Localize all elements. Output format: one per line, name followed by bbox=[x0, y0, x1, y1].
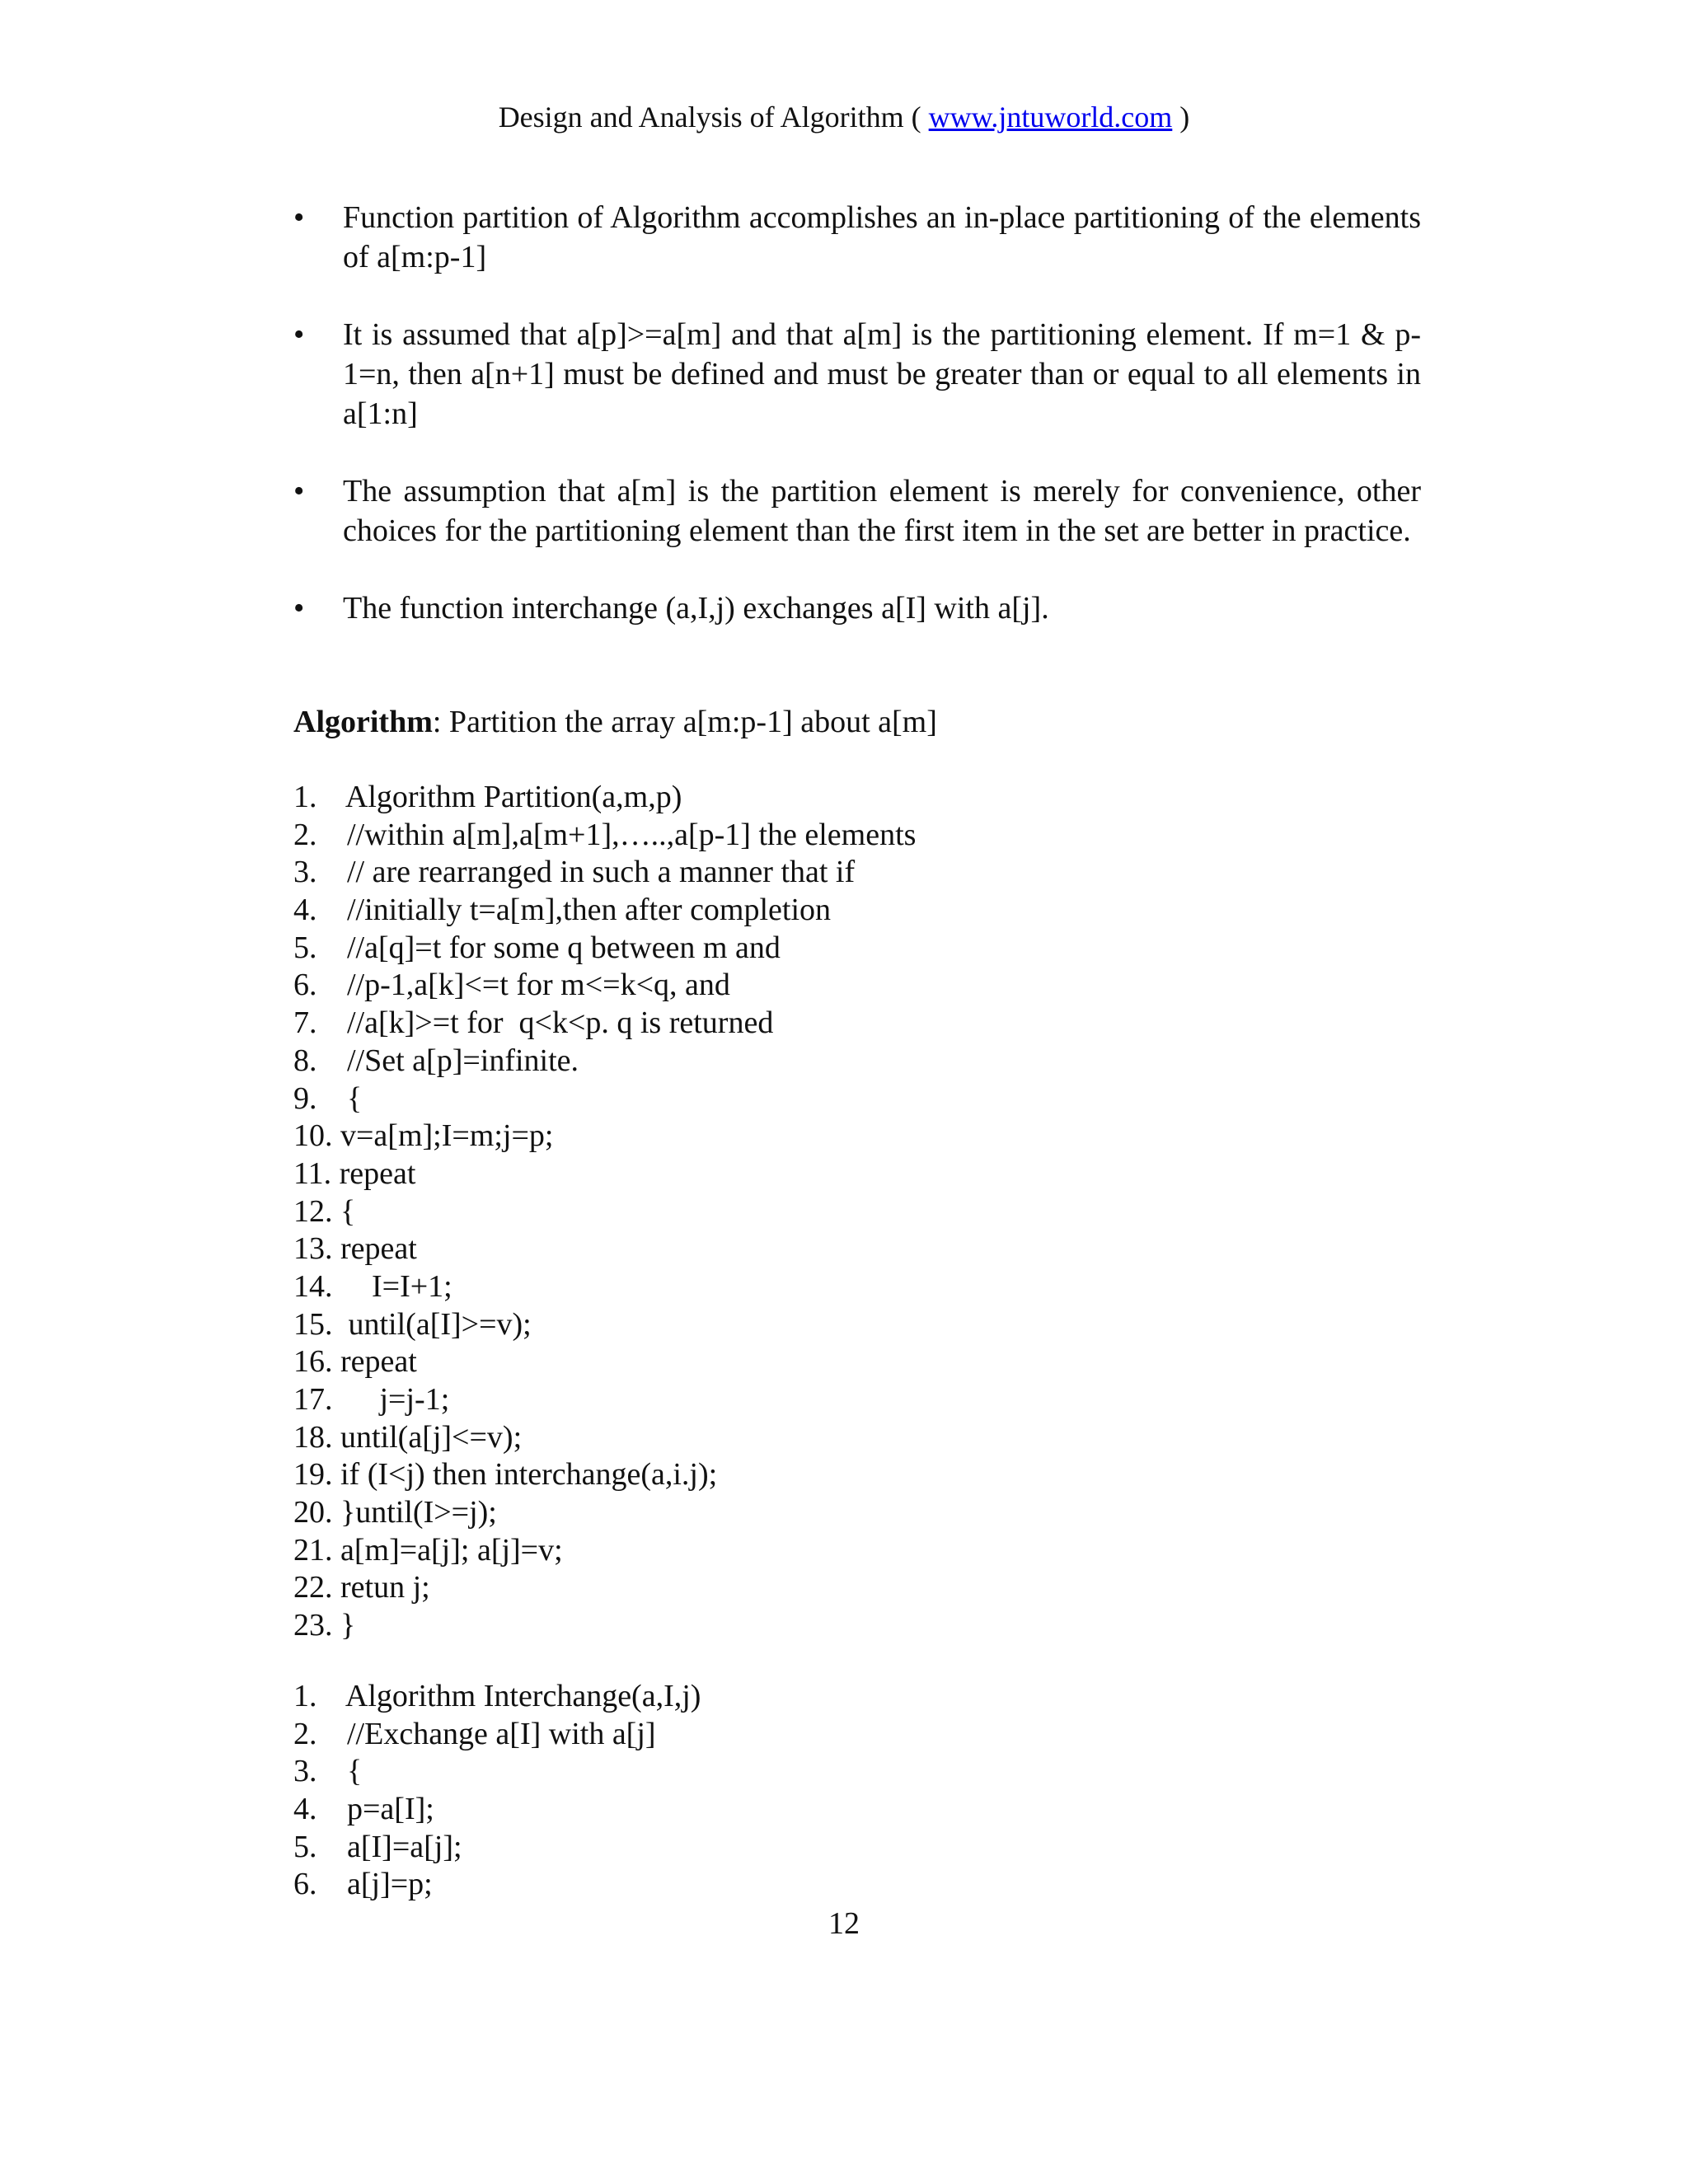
code-line bbox=[293, 1381, 916, 1419]
line-text: if (I<j) then interchange(a,i.j); bbox=[332, 1457, 718, 1493]
line-text: a[j]=p; bbox=[331, 1867, 433, 1902]
code-line bbox=[293, 779, 916, 817]
line-number: 6. bbox=[293, 968, 317, 1003]
line-number: 1. bbox=[293, 780, 317, 814]
line-number: 10. bbox=[293, 1118, 333, 1154]
line-number: 18. bbox=[293, 1419, 333, 1455]
line-text: //Set a[p]=infinite. bbox=[331, 1043, 579, 1078]
line-number: 20. bbox=[293, 1495, 333, 1530]
line-text: until(a[I]>=v); bbox=[332, 1306, 532, 1342]
line-number: 5. bbox=[293, 930, 317, 965]
line-text: retun j; bbox=[332, 1570, 430, 1605]
line-text: repeat bbox=[331, 1155, 416, 1191]
line-text: //within a[m],a[m+1],…..,a[p-1] the elements bbox=[331, 817, 917, 852]
code-line bbox=[293, 1005, 916, 1043]
line-text: I=I+1; bbox=[332, 1268, 452, 1304]
line-number: 16. bbox=[293, 1344, 333, 1380]
line-text: repeat bbox=[332, 1344, 417, 1380]
line-number: 4. bbox=[293, 1792, 317, 1827]
line-text: //p-1,a[k]<=t for m<=k<q, and bbox=[331, 968, 730, 1003]
line-number: 12. bbox=[293, 1193, 333, 1229]
code-line bbox=[293, 1753, 701, 1791]
code-line bbox=[293, 1118, 916, 1155]
algorithm-description: : Partition the array a[m:p-1] about a[m] bbox=[432, 705, 937, 739]
algorithm-heading bbox=[293, 702, 937, 742]
code-line bbox=[293, 1343, 916, 1381]
code-line bbox=[293, 1829, 701, 1867]
code-line bbox=[293, 817, 916, 855]
line-number: 2. bbox=[293, 817, 317, 852]
line-text: //a[q]=t for some q between m and bbox=[331, 930, 781, 965]
bullet-icon: • bbox=[293, 317, 305, 352]
bullet-icon: • bbox=[293, 200, 305, 235]
code-line bbox=[293, 1230, 916, 1268]
bullet-item bbox=[293, 198, 1421, 277]
code-line bbox=[293, 1791, 701, 1829]
line-text: until(a[j]<=v); bbox=[332, 1419, 523, 1455]
line-number: 19. bbox=[293, 1457, 333, 1493]
line-text: //a[k]>=t for q<k<p. q is returned bbox=[331, 1005, 774, 1041]
line-number: 17. bbox=[293, 1382, 333, 1417]
line-number: 3. bbox=[293, 1754, 317, 1789]
code-line bbox=[293, 1155, 916, 1193]
bullet-text: The function interchange (a,I,j) exchanges a[I] with a[j]. bbox=[343, 591, 1049, 626]
line-text: // are rearranged in such a manner that if bbox=[331, 855, 856, 890]
line-number: 5. bbox=[293, 1829, 317, 1864]
line-number: 13. bbox=[293, 1231, 333, 1267]
partition-algorithm-listing bbox=[293, 779, 916, 1645]
line-number: 1. bbox=[293, 1679, 317, 1713]
line-text: } bbox=[332, 1608, 356, 1643]
algorithm-label: Algorithm bbox=[293, 705, 433, 739]
code-line bbox=[293, 1456, 916, 1494]
line-text: a[I]=a[j]; bbox=[331, 1829, 462, 1864]
code-line bbox=[293, 1043, 916, 1080]
code-line bbox=[293, 892, 916, 930]
line-text: a[m]=a[j]; a[j]=v; bbox=[332, 1532, 563, 1568]
code-line bbox=[293, 1569, 916, 1607]
interchange-algorithm-listing bbox=[293, 1678, 701, 1904]
line-number: 22. bbox=[293, 1570, 333, 1605]
code-line bbox=[293, 1607, 916, 1645]
line-number: 6. bbox=[293, 1867, 317, 1902]
code-line bbox=[293, 1419, 916, 1457]
line-text: { bbox=[331, 1080, 363, 1116]
code-line bbox=[293, 1866, 701, 1904]
header-suffix: ) bbox=[1172, 101, 1190, 134]
code-line bbox=[293, 1494, 916, 1532]
bullet-icon: • bbox=[293, 591, 305, 626]
code-line bbox=[293, 930, 916, 968]
line-text: j=j-1; bbox=[332, 1382, 450, 1417]
line-number: 14. bbox=[293, 1268, 333, 1304]
line-number: 21. bbox=[293, 1532, 333, 1568]
line-text: }until(I>=j); bbox=[332, 1495, 497, 1530]
line-text: Algorithm Interchange(a,I,j) bbox=[331, 1679, 701, 1713]
bullet-text: The assumption that a[m] is the partition element is merely for convenience, other choices for the partitioning element than the first item in the set are better in practice. bbox=[343, 474, 1421, 548]
code-line bbox=[293, 1716, 701, 1754]
header-title: Design and Analysis of Algorithm ( bbox=[498, 101, 929, 134]
line-number: 3. bbox=[293, 855, 317, 890]
line-number: 8. bbox=[293, 1043, 317, 1078]
page-number: 12 bbox=[828, 1906, 860, 1941]
line-text: Algorithm Partition(a,m,p) bbox=[331, 780, 682, 814]
line-text: v=a[m];I=m;j=p; bbox=[332, 1118, 554, 1154]
line-text: { bbox=[331, 1754, 363, 1789]
line-text: //Exchange a[I] with a[j] bbox=[331, 1716, 656, 1751]
code-line bbox=[293, 1306, 916, 1344]
line-number: 11. bbox=[293, 1155, 332, 1191]
page-header bbox=[0, 97, 1688, 137]
line-number: 15. bbox=[293, 1306, 333, 1342]
line-number: 4. bbox=[293, 893, 317, 928]
line-text: repeat bbox=[332, 1231, 417, 1267]
code-line bbox=[293, 967, 916, 1005]
header-link[interactable]: www.jntuworld.com bbox=[928, 101, 1173, 134]
line-text: { bbox=[332, 1193, 356, 1229]
bullet-list bbox=[293, 198, 1421, 666]
line-number: 23. bbox=[293, 1608, 333, 1643]
line-text: p=a[I]; bbox=[331, 1792, 434, 1827]
bullet-text: Function partition of Algorithm accomplishes an in-place partitioning of the elements of a[m:p-1] bbox=[343, 200, 1421, 274]
code-line bbox=[293, 1268, 916, 1306]
bullet-item bbox=[293, 588, 1421, 628]
code-line bbox=[293, 1193, 916, 1231]
bullet-item bbox=[293, 471, 1421, 551]
line-number: 7. bbox=[293, 1005, 317, 1041]
code-line bbox=[293, 1678, 701, 1716]
bullet-text: It is assumed that a[p]>=a[m] and that a[m] is the partitioning element. If m=1 & p-1=n, then a[n+1] must be defined and must be greater than or equal to all elements in a[1:n] bbox=[343, 317, 1421, 431]
code-line bbox=[293, 1532, 916, 1570]
code-line bbox=[293, 854, 916, 892]
bullet-item bbox=[293, 315, 1421, 434]
line-number: 2. bbox=[293, 1716, 317, 1751]
code-line bbox=[293, 1080, 916, 1118]
line-number: 9. bbox=[293, 1080, 317, 1116]
line-text: //initially t=a[m],then after completion bbox=[331, 893, 832, 928]
bullet-icon: • bbox=[293, 474, 305, 509]
